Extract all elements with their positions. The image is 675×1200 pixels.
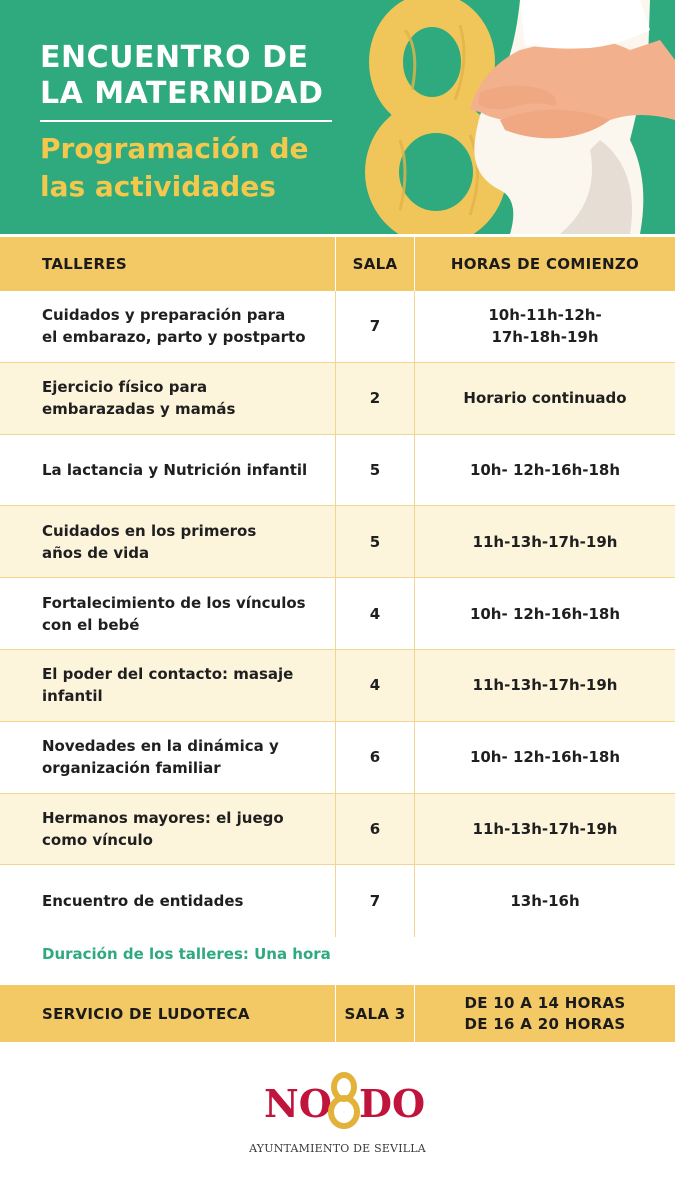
- cell-taller: [0, 291, 336, 362]
- ludoteca-row: [0, 985, 675, 1042]
- ludoteca-label: SERVICIO DE LUDOTECA: [42, 1004, 250, 1023]
- header-horas-label: HORAS DE COMIENZO: [450, 255, 640, 273]
- sala-number: 6: [369, 748, 381, 767]
- ludoteca-sala-cell: [336, 985, 415, 1042]
- taller-name: Novedades en la dinámica y organización familiar: [42, 737, 279, 778]
- taller-name: Ejercicio físico para embarazadas y mamás: [42, 378, 236, 419]
- taller-name: La lactancia y Nutrición infantil: [42, 460, 308, 479]
- cell-taller: [0, 722, 336, 793]
- cell-horas: [415, 506, 675, 577]
- schedule-table: [0, 234, 675, 937]
- start-times: 11h-13h-17h-19h: [472, 819, 618, 838]
- header-talleres: [0, 237, 336, 291]
- taller-name: Fortalecimiento de los vínculos con el bebé: [42, 593, 306, 634]
- start-times: 10h-11h-12h- 17h-18h-19h: [488, 306, 602, 347]
- cell-sala: [336, 865, 415, 937]
- organization-name: AYUNTAMIENTO DE SEVILLA: [249, 1142, 426, 1155]
- sala-number: 7: [369, 317, 381, 336]
- title-line-2: LA MATERNIDAD: [40, 76, 324, 111]
- title-divider: [40, 120, 332, 122]
- page-subtitle: [40, 130, 309, 206]
- cell-horas: [415, 865, 675, 937]
- table-row: [0, 506, 675, 578]
- subtitle-line-1: Programación de: [40, 132, 309, 165]
- sala-number: 2: [369, 389, 381, 408]
- start-times: 10h- 12h-16h-18h: [469, 460, 621, 479]
- cell-sala: [336, 363, 415, 434]
- no8do-logo: [264, 1070, 426, 1130]
- cell-horas: [415, 650, 675, 721]
- header-horas: [415, 237, 675, 291]
- cell-taller: [0, 865, 336, 937]
- table-row: [0, 865, 675, 937]
- ludoteca-horas-line-2: DE 16 A 20 HORAS: [464, 1014, 626, 1033]
- title-line-1: ENCUENTRO DE: [40, 40, 309, 75]
- start-times: 11h-13h-17h-19h: [472, 532, 618, 551]
- cell-horas: [415, 435, 675, 506]
- ludoteca-horas-cell: [415, 985, 675, 1042]
- cell-sala: [336, 435, 415, 506]
- table-header-row: [0, 237, 675, 291]
- cell-sala: [336, 506, 415, 577]
- header-talleres-label: TALLERES: [42, 255, 128, 273]
- table-row: [0, 794, 675, 866]
- svg-text:NO: NO: [264, 1081, 332, 1126]
- cell-horas: [415, 291, 675, 362]
- sala-number: 5: [369, 460, 381, 479]
- table-row: [0, 722, 675, 794]
- sala-number: 6: [369, 819, 381, 838]
- taller-name: Cuidados y preparación para el embarazo, parto y postparto: [42, 306, 306, 347]
- header-banner: [0, 0, 675, 234]
- cell-taller: [0, 435, 336, 506]
- ludoteca-label-cell: [0, 985, 336, 1042]
- cell-sala: [336, 794, 415, 865]
- start-times: 10h- 12h-16h-18h: [469, 748, 621, 767]
- cell-horas: [415, 578, 675, 649]
- svg-text:DO: DO: [359, 1081, 426, 1126]
- header-sala-label: SALA: [352, 255, 398, 273]
- duration-note: Duración de los talleres: Una hora: [42, 945, 331, 963]
- cell-horas: [415, 794, 675, 865]
- sala-number: 4: [369, 604, 381, 623]
- header-sala: [336, 237, 415, 291]
- cell-taller: [0, 650, 336, 721]
- sala-number: 5: [369, 532, 381, 551]
- start-times: 11h-13h-17h-19h: [472, 676, 618, 695]
- start-times: 13h-16h: [510, 892, 580, 911]
- page-title: [40, 40, 323, 112]
- taller-name: El poder del contacto: masaje infantil: [42, 665, 294, 706]
- sala-number: 4: [369, 676, 381, 695]
- table-row: [0, 363, 675, 435]
- cell-horas: [415, 363, 675, 434]
- cell-taller: [0, 578, 336, 649]
- cell-taller: [0, 363, 336, 434]
- table-row: [0, 291, 675, 363]
- taller-name: Encuentro de entidades: [42, 892, 244, 911]
- start-times: 10h- 12h-16h-18h: [469, 604, 621, 623]
- taller-name: Cuidados en los primeros años de vida: [42, 521, 257, 562]
- cell-sala: [336, 722, 415, 793]
- taller-name: Hermanos mayores: el juego como vínculo: [42, 808, 284, 849]
- cell-sala: [336, 650, 415, 721]
- subtitle-line-2: las actividades: [40, 170, 276, 203]
- gold-eight-icon: [331, 1075, 357, 1126]
- table-row: [0, 650, 675, 722]
- ludoteca-horas-line-1: DE 10 A 14 HORAS: [464, 993, 626, 1012]
- cell-horas: [415, 722, 675, 793]
- cell-taller: [0, 794, 336, 865]
- ludoteca-sala: SALA 3: [344, 1004, 406, 1023]
- start-times: Horario continuado: [463, 389, 627, 408]
- table-row: [0, 435, 675, 507]
- cell-sala: [336, 291, 415, 362]
- cell-taller: [0, 506, 336, 577]
- cell-sala: [336, 578, 415, 649]
- table-row: [0, 578, 675, 650]
- sala-number: 7: [369, 892, 381, 911]
